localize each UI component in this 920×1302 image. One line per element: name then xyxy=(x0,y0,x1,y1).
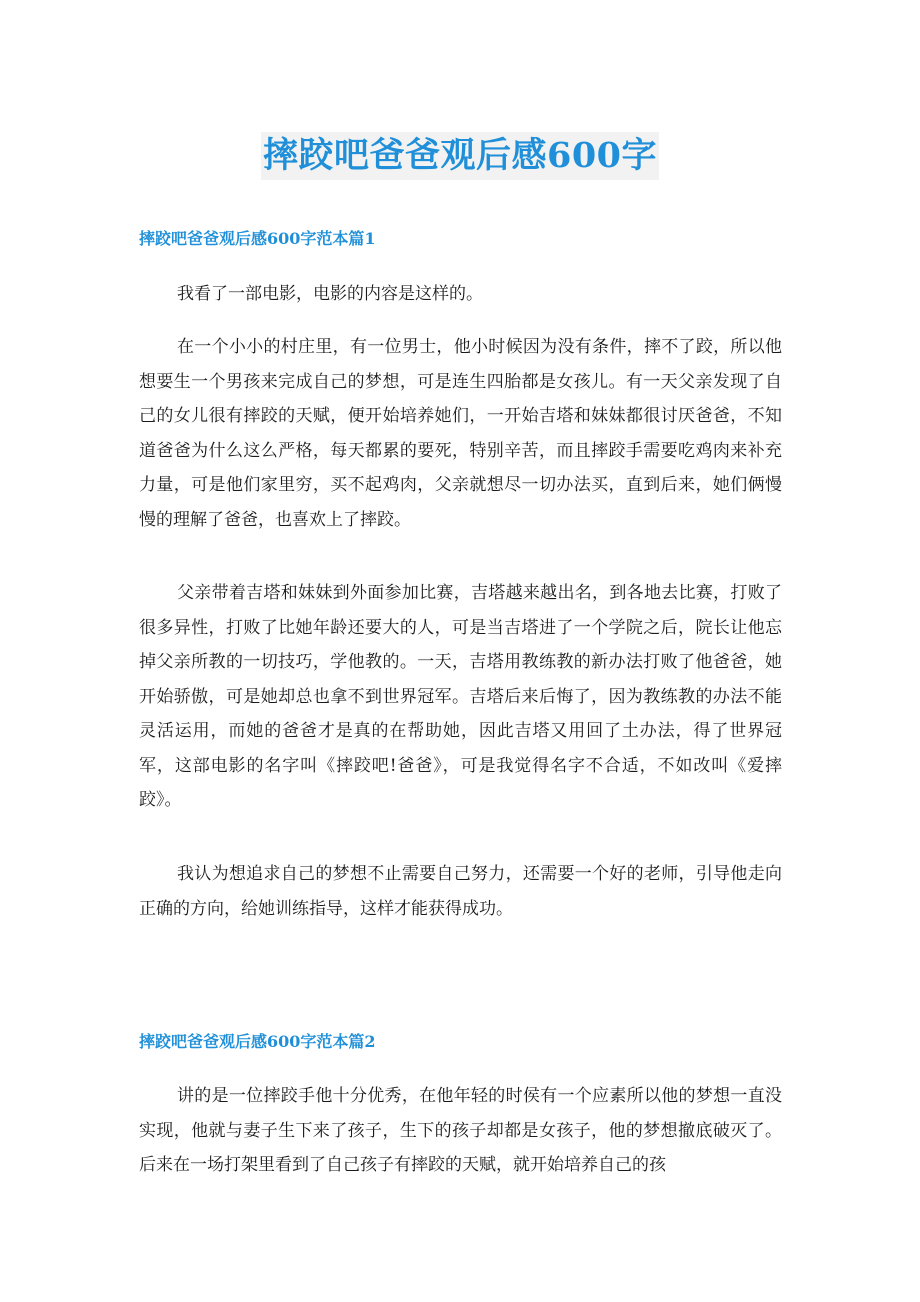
section-heading-1: 摔跤吧爸爸观后感600字范本篇1 xyxy=(139,229,376,248)
document-title: 摔跤吧爸爸观后感600字 xyxy=(261,132,659,180)
paragraph-1-3: 父亲带着吉塔和妹妹到外面参加比赛，吉塔越来越出名，到各地去比赛，打败了很多异性，打败了比她年龄还要大的人，可是当吉塔进了一个学院之后，院长让他忘掉父亲所教的一切技巧，学他教的。一天，吉塔用教练教的新办法打败了他爸爸，她开始骄傲，可是她却总也拿不到世界冠军。吉塔后来后悔了，因为教练教的办法不能灵活运用，而她的爸爸才是真的在帮助她，因此吉塔又用回了土办法，得了世界冠军，这部电影的名字叫《摔跤吧!爸爸》，可是我觉得名字不合适，不如改叫《爱摔跤》。 xyxy=(139,583,782,810)
title-container xyxy=(0,132,920,180)
paragraph-1-1: 我看了一部电影，电影的内容是这样的。 xyxy=(177,284,483,304)
paragraph-1-4: 我认为想追求自己的梦想不止需要自己努力，还需要一个好的老师，引导他走向正确的方向，给她训练指导，这样才能获得成功。 xyxy=(139,864,782,919)
paragraph-2-1: 讲的是一位摔跤手他十分优秀，在他年轻的时侯有一个应素所以他的梦想一直没实现，他就与妻子生下来了孩子，生下的孩子却都是女孩子，他的梦想撤底破灭了。后来在一场打架里看到了自己孩子有摔跤的天赋，就开始培养自己的孩 xyxy=(139,1086,782,1175)
section-heading-2: 摔跤吧爸爸观后感600字范本篇2 xyxy=(139,1032,376,1051)
paragraph-1-2: 在一个小小的村庄里，有一位男士，他小时候因为没有条件，摔不了跤，所以他想要生一个男孩来完成自己的梦想，可是连生四胎都是女孩儿。有一天父亲发现了自己的女儿很有摔跤的天赋，便开始培养她们，一开始吉塔和妹妹都很讨厌爸爸，不知道爸爸为什么这么严格，每天都累的要死，特别辛苦，而且摔跤手需要吃鸡肉来补充力量，可是他们家里穷，买不起鸡肉，父亲就想尽一切办法买，直到后来，她们俩慢慢的理解了爸爸，也喜欢上了摔跤。 xyxy=(139,337,782,530)
